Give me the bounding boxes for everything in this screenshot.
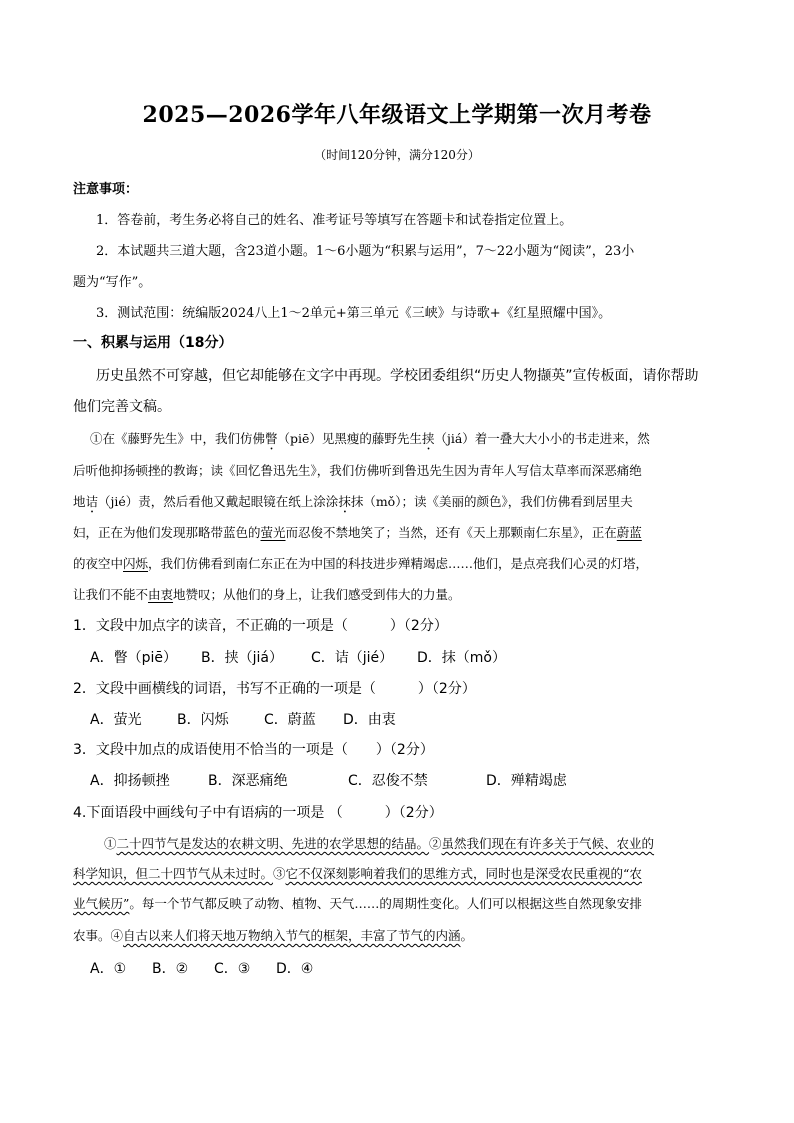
passage-text: 的夜空中 bbox=[73, 556, 124, 571]
passage-line-2: 后听他抑扬顿挫的教诲；读《回忆鲁迅先生》，我们仿佛听到鲁迅先生因为青年人写信太草率而深恶痛绝 bbox=[73, 463, 642, 478]
passage-text: 妇，正在为他们发现那略带蓝色的 bbox=[73, 525, 261, 540]
option-c[interactable]: C．忍俊不禁 bbox=[348, 773, 428, 789]
passage-text: 而忍俊不禁地笑了；当然，还有《天上那颗南仁东星》，正在 bbox=[285, 525, 617, 540]
underlined-sentence: 二十四节气是发达的农耕文明、先进的农学思想的结晶。 bbox=[116, 836, 430, 851]
option-b[interactable]: B．② bbox=[152, 961, 189, 977]
option-c[interactable]: C．③ bbox=[214, 961, 251, 977]
underlined-sentence: 自古以来人们将天地万物纳入节气的框架，丰富了节气的内涵 bbox=[123, 928, 461, 943]
underlined-word: 由衷 bbox=[148, 587, 174, 602]
passage-text: （jié）责，然后看他又戴起眼镜在纸上涂涂 bbox=[98, 494, 339, 509]
question-1-stem: 1．文段中加点字的读音，不正确的一项是（ ）（2分） bbox=[73, 618, 448, 634]
passage-text: ，我们仿佛看到南仁东正在为中国的科技进步殚精竭虑……他们，是点亮我们心灵的灯塔， bbox=[148, 556, 649, 571]
section-1-heading: 一、积累与运用（18分） bbox=[73, 335, 233, 351]
passage-text: 。每一个节气都反映了动物、植物、天气……的周期性变化。人们可以根据这些自然现象安排 bbox=[129, 896, 642, 911]
section-1-intro-line2: 他们完善文稿。 bbox=[73, 399, 171, 415]
q4-passage-line-1 bbox=[104, 834, 764, 852]
passage-line-5 bbox=[73, 554, 733, 572]
q4-passage-line-4 bbox=[73, 926, 733, 944]
underlined-word: 萤光 bbox=[260, 525, 286, 540]
option-b[interactable]: B．挟（jiá） bbox=[201, 650, 283, 666]
sentence-marker: ④ bbox=[110, 928, 124, 943]
option-a[interactable]: A．瞥（piē） bbox=[90, 650, 177, 666]
sentence-marker: ② bbox=[429, 836, 442, 851]
passage-text: 地赞叹；从他们的身上，让我们感受到伟大的力量。 bbox=[173, 587, 461, 602]
passage-line-6 bbox=[73, 585, 733, 603]
notice-item-2-line1: 2．本试题共三道大题，含23道小题。1～6小题为“积累与运用”，7～22小题为“阅读”，23小 bbox=[96, 244, 635, 259]
exam-title: 2025—2026学年八年级语文上学期第一次月考卷 bbox=[142, 102, 652, 128]
passage-text: 地 bbox=[73, 494, 86, 509]
question-2-stem: 2．文段中画横线的词语，书写不正确的一项是（ ）（2分） bbox=[73, 681, 476, 697]
option-a[interactable]: A．① bbox=[90, 961, 127, 977]
question-4-options bbox=[90, 958, 750, 978]
passage-text: 抹（mǒ）；读《美丽的颜色》，我们仿佛看到居里夫 bbox=[350, 494, 633, 509]
option-c[interactable]: C．诘（jié） bbox=[311, 650, 394, 666]
dotted-char: 挟 bbox=[421, 431, 435, 446]
passage-text: 。 bbox=[460, 928, 474, 943]
option-d[interactable]: D．殚精竭虑 bbox=[486, 773, 567, 789]
sentence-marker: ③ bbox=[273, 866, 286, 881]
passage-line-4 bbox=[73, 523, 733, 541]
notice-heading: 注意事项： bbox=[73, 182, 139, 197]
dotted-char: 诘 bbox=[85, 494, 99, 509]
dotted-char: 抹 bbox=[338, 494, 351, 509]
option-a[interactable]: A．萤光 bbox=[90, 712, 142, 728]
option-b[interactable]: B．闪烁 bbox=[177, 712, 229, 728]
passage-line-3 bbox=[73, 492, 733, 516]
question-3-stem: 3．文段中加点的成语使用不恰当的一项是（ ）（2分） bbox=[73, 742, 434, 758]
passage-text: 让我们不能不 bbox=[73, 587, 149, 602]
sentence-marker: ① bbox=[104, 836, 117, 851]
option-c[interactable]: C．蔚蓝 bbox=[264, 712, 316, 728]
question-1-options bbox=[90, 647, 750, 667]
underlined-sentence: 虽然我们现在有许多关于气候、农业的 bbox=[441, 836, 655, 851]
notice-item-3: 3．测试范围：统编版2024八上1～2单元+第三单元《三峡》与诗歌+《红星照耀中国》。 bbox=[96, 306, 612, 321]
option-b[interactable]: B．深恶痛绝 bbox=[208, 773, 288, 789]
q4-passage-line-3 bbox=[73, 894, 733, 912]
passage-text: ①在《藤野先生》中，我们仿佛 bbox=[90, 431, 266, 446]
option-d[interactable]: D．抹（mǒ） bbox=[417, 650, 506, 666]
underlined-word: 蔚蓝 bbox=[616, 525, 642, 540]
q4-passage-line-2 bbox=[73, 864, 733, 882]
passage-text: 农事。 bbox=[73, 928, 111, 943]
question-2-options bbox=[90, 709, 750, 729]
notice-item-1: 1．答卷前，考生务必将自己的姓名、准考证号等填写在答题卡和试卷指定位置上。 bbox=[96, 213, 573, 228]
underlined-sentence: 它不仅深刻影响着我们的思维方式，同时也是深受农民重视的“农 bbox=[285, 866, 642, 881]
dotted-char: 瞥 bbox=[265, 431, 278, 446]
exam-subtitle: （时间120分钟，满分120分） bbox=[314, 148, 480, 162]
underlined-sentence: 业气候历” bbox=[73, 896, 130, 911]
option-a[interactable]: A．抑扬顿挫 bbox=[90, 773, 170, 789]
question-4-stem: 4.下面语段中画线句子中有语病的一项是 （ ）（2分） bbox=[73, 805, 443, 821]
passage-line-1 bbox=[90, 429, 750, 453]
section-1-intro-line1: 历史虽然不可穿越，但它却能够在文字中再现。学校团委组织“历史人物撷英”宣传板面，请你帮助 bbox=[96, 368, 699, 384]
notice-item-2-line2: 题为“写作”。 bbox=[73, 275, 152, 290]
underlined-sentence: 科学知识，但二十四节气从未过时。 bbox=[73, 866, 274, 881]
passage-text: （jiá）着一叠大大小小的书走进来，然 bbox=[434, 431, 650, 446]
option-d[interactable]: D．④ bbox=[276, 961, 314, 977]
question-3-options bbox=[90, 770, 750, 790]
underlined-word: 闪烁 bbox=[123, 556, 149, 571]
passage-text: （piē）见黑瘦的藤野先生 bbox=[277, 431, 422, 446]
option-d[interactable]: D．由衷 bbox=[343, 712, 396, 728]
